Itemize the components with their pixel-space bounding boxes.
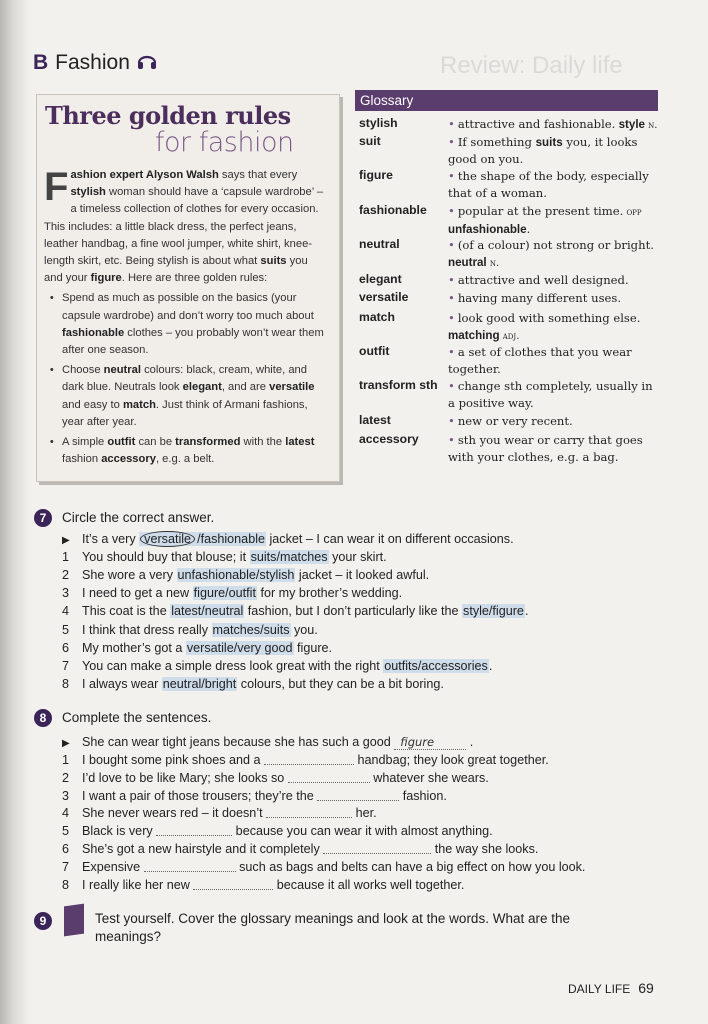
definition-extra: neutral (448, 256, 487, 269)
book-icon (64, 904, 84, 937)
text-run: . Just think of Armani fashions, year after year. (62, 398, 308, 428)
glossary-definition (448, 272, 658, 289)
glossary-definition (448, 237, 658, 272)
answer-blank[interactable] (323, 841, 431, 854)
footer-section: DAILY LIFE (568, 982, 631, 996)
definition-extra: suits (535, 136, 563, 149)
example-answer: figure (394, 735, 466, 750)
definition-extra: opp (623, 207, 642, 218)
text-run: . Here are three golden rules: (121, 272, 268, 285)
text-run: says that every (218, 169, 298, 181)
text-run: with the (240, 436, 286, 449)
text-run: She’s got a new hairstyle and it completely (82, 842, 324, 856)
glossary-word: versatile (359, 290, 409, 304)
book-spine-shadow (0, 0, 30, 1024)
glossary-definition (448, 168, 658, 202)
section-letter: B (33, 51, 49, 74)
text-run: fashion (62, 453, 102, 466)
bold-term: neutral (103, 364, 141, 377)
definition-extra: If something (457, 135, 536, 149)
definition-text: (of a colour) not strong or bright. (457, 238, 654, 252)
text-run: you and your (44, 255, 308, 285)
text-run: I’d love to be like Mary; she looks so (82, 770, 288, 785)
text-run: for my brother’s wedding. (256, 586, 403, 601)
definition-extra: you, it looks good on you. (448, 135, 638, 166)
text-run: I really like her new (82, 877, 194, 892)
answer-blank[interactable] (156, 823, 232, 836)
item-number: ▶ (62, 535, 70, 546)
text-run: colours: black, cream, white, and dark blue. Neutrals look (62, 364, 308, 394)
article-bullet (60, 362, 328, 431)
exercise-8-item (62, 876, 464, 894)
text-run: Expensive (82, 859, 144, 874)
text-run: She can wear tight jeans because she has such a good (82, 735, 395, 749)
text-run: you. (290, 622, 318, 637)
definition-text: sth you wear or carry that goes with your clothes, e.g. a bag. (448, 433, 643, 464)
bold-term: suits (260, 255, 287, 268)
text-run: handbag; they look great together. (354, 753, 549, 767)
text-run: I need to get a new (82, 586, 193, 601)
item-number: 1 (62, 550, 70, 565)
answer-options: suits/matches (250, 550, 328, 565)
item-number: 6 (62, 842, 70, 856)
glossary-definition (448, 344, 658, 378)
text-run: your skirt. (328, 550, 387, 565)
answer-options (139, 532, 196, 546)
answer-options: /fashionable (197, 532, 265, 546)
item-number: 1 (62, 753, 70, 767)
glossary-word: fashionable (359, 203, 427, 217)
text-run: You should buy that blouse; it (82, 550, 250, 565)
exercise-8-item (62, 804, 377, 822)
text-run: jacket – it looked awful. (295, 568, 430, 583)
glossary-word: transform sth (359, 378, 438, 392)
text-run: A simple (62, 436, 108, 449)
text-run: I think that dress really (82, 622, 212, 637)
answer-blank[interactable] (288, 770, 370, 783)
glossary-word: suit (359, 134, 381, 148)
glossary-definition (448, 116, 658, 134)
glossary-word: latest (359, 413, 391, 427)
glossary-definition (448, 413, 658, 430)
article-body (44, 167, 328, 471)
exercise-8-number: 8 (34, 709, 52, 727)
page-footer (568, 980, 654, 996)
definition-text: attractive and well designed. (457, 273, 629, 287)
text-run: colours, but they can be a bit boring. (237, 676, 444, 691)
text-run: You can make a simple dress look great with the right (82, 658, 384, 673)
text-run: can be (135, 436, 176, 449)
text-run: I bought some pink shoes and a (82, 753, 265, 767)
definition-extra: n. (645, 120, 658, 131)
exercise-8-item (62, 751, 549, 769)
exercise-7-item (62, 602, 528, 620)
text-run: clothes – you probably won’t wear them after one season. (62, 326, 324, 357)
bullet-dot: • (448, 204, 455, 218)
definition-text: look good with something else. (457, 311, 641, 325)
answer-options: latest/neutral (171, 604, 244, 619)
article-bullet (60, 434, 328, 468)
glossary-word: accessory (359, 432, 419, 446)
definition-extra: style (615, 118, 645, 131)
exercise-7-item (62, 548, 387, 566)
bullet-dot: • (448, 345, 455, 359)
text-run: It’s a very (82, 532, 140, 546)
bullet-dot: • (448, 433, 455, 447)
exercise-8-example (62, 733, 473, 751)
text-run: jacket – I can wear it on different occasions. (266, 532, 514, 546)
article-subtitle: for fashion (155, 127, 294, 158)
glossary-word: figure (359, 168, 393, 182)
glossary-word: neutral (359, 237, 400, 251)
item-number: 7 (62, 859, 70, 874)
text-run: . (524, 604, 529, 619)
item-number: 2 (62, 770, 70, 785)
exercise-8-item (62, 858, 585, 876)
item-number: 3 (62, 788, 70, 803)
bold-term: ashion expert Alyson Walsh (70, 169, 219, 181)
article-bullet (60, 290, 328, 359)
definition-extra: adj. (499, 331, 520, 342)
dropcap: F (44, 165, 69, 209)
bold-term: elegant (182, 381, 222, 394)
text-run: She wore a very (82, 568, 177, 583)
definition-extra: . (526, 222, 531, 236)
item-number: 7 (62, 658, 70, 673)
exercise-7-item (62, 530, 514, 548)
glossary-word: outfit (359, 344, 390, 358)
exercise-7-title: Circle the correct answer. (62, 510, 215, 525)
text-run: She never wears red – it doesn’t (82, 806, 267, 821)
exercise-7-item (62, 675, 444, 693)
answer-options: versatile/very good (186, 640, 293, 655)
item-number: 5 (62, 622, 70, 637)
answer-blank[interactable] (264, 752, 354, 765)
text-run: I want a pair of those trousers; they’re the (82, 788, 318, 803)
glossary-definition (448, 378, 658, 412)
glossary-word: stylish (359, 116, 398, 130)
bold-term: versatile (269, 381, 315, 394)
article-title: Three golden rules (45, 101, 291, 130)
text-run: . (488, 658, 493, 673)
item-number: 6 (62, 640, 70, 655)
glossary-definition (448, 310, 658, 345)
bold-term: figure (90, 272, 122, 285)
bullet-dot: • (448, 273, 455, 287)
text-run: I always wear (82, 676, 162, 691)
exercise-7-item (62, 657, 492, 675)
text-run: figure. (293, 640, 333, 655)
bold-term: match (122, 398, 156, 411)
exercise-9-text: Test yourself. Cover the glossary meanings and look at the words. What are the meanings? (95, 911, 570, 944)
answer-blank[interactable] (193, 877, 273, 890)
text-run: Black is very (82, 824, 157, 839)
headphones-icon (136, 50, 158, 76)
definition-extra: matching (448, 329, 500, 342)
text-run: because you can wear it with almost anything. (232, 824, 493, 839)
exercise-8-item (62, 769, 489, 787)
definition-text: the shape of the body, especially that of a woman. (448, 169, 649, 200)
item-number: 4 (62, 604, 70, 619)
bold-term: transformed (175, 436, 241, 449)
definition-text: new or very recent. (457, 414, 573, 428)
bullet-dot: • (448, 135, 455, 149)
article-bullets (44, 290, 328, 468)
text-run: whatever she wears. (369, 770, 489, 785)
answer-options: figure/outfit (193, 586, 256, 601)
page-number: 69 (638, 980, 654, 996)
text-run: because it all works well together. (273, 877, 465, 892)
text-run: This coat is the (82, 604, 171, 619)
exercise-7-item (62, 566, 429, 584)
text-run: the way she looks. (431, 842, 539, 856)
definition-extra: n. (486, 258, 500, 269)
ghost-heading: Review: Daily life (440, 52, 623, 79)
text-run: My mother’s got a (82, 640, 186, 655)
definition-text: popular at the present time. (457, 204, 624, 218)
answer-blank[interactable] (144, 859, 236, 872)
bullet-dot: • (448, 379, 455, 393)
item-number: 3 (62, 586, 70, 601)
item-number: 8 (62, 676, 70, 691)
glossary-header: Glossary (355, 90, 658, 111)
exercise-8-title: Complete the sentences. (62, 710, 212, 725)
bold-term: outfit (107, 436, 136, 449)
bullet-dot: • (448, 311, 455, 325)
glossary-definition (448, 290, 658, 307)
section-header (33, 50, 158, 76)
text-run: fashion. (399, 788, 447, 803)
exercise-9-number: 9 (34, 912, 52, 930)
bold-term: accessory (101, 453, 156, 466)
bullet-dot: • (448, 291, 455, 305)
answer-blank[interactable] (266, 805, 352, 818)
item-number: 2 (62, 568, 70, 583)
exercise-7-item (62, 621, 318, 639)
section-title: Fashion (55, 51, 130, 74)
text-run: woman should have a ‘capsule wardrobe’ – a timeless collection of clothes for every occasion. This includes: a little black dress, the perfect jeans, leather handbag, a fine wool jumper, white shirt, knee-length skirt, etc. Being stylish is about what (44, 186, 324, 268)
bullet-dot: • (448, 117, 455, 131)
text-run: and easy to (62, 398, 123, 411)
exercise-8-item (62, 822, 493, 840)
glossary-definition (448, 432, 658, 466)
glossary-word: elegant (359, 272, 402, 286)
text-run: , e.g. a belt. (155, 453, 215, 466)
answer-options: neutral/bright (162, 676, 237, 691)
definition-text: a set of clothes that you wear together. (448, 345, 632, 376)
bold-term: latest (285, 436, 315, 449)
text-run: Choose (62, 364, 104, 377)
article-box (36, 94, 340, 482)
definition-text: change sth completely, usually in a positive way. (448, 379, 653, 410)
glossary-definition (448, 134, 658, 168)
text-run: Spend as much as possible on the basics (your capsule wardrobe) and don’t worry too much about (62, 292, 314, 322)
text-run: . (466, 735, 474, 749)
item-number: 5 (62, 824, 70, 839)
bullet-dot: • (448, 414, 455, 428)
exercise-7-item (62, 639, 332, 657)
exercise-8-item (62, 840, 538, 858)
bullet-dot: • (448, 169, 455, 183)
answer-options: style/figure (463, 604, 524, 619)
bold-term: stylish (70, 186, 106, 199)
text-run: , and are (221, 381, 270, 394)
glossary-definition (448, 203, 658, 238)
answer-options: unfashionable/stylish (177, 568, 295, 583)
text-run: her. (352, 806, 377, 821)
text-run: fashion, but I don’t particularly like the (244, 604, 463, 619)
glossary-word: match (359, 310, 395, 324)
definition-text: having many different uses. (457, 291, 622, 305)
item-number: 4 (62, 806, 70, 821)
article-intro (44, 167, 328, 287)
answer-blank[interactable] (317, 788, 399, 801)
circled-answer: versatile (140, 531, 195, 547)
bold-term: fashionable (62, 326, 125, 339)
definition-text: attractive and fashionable. (457, 117, 616, 131)
exercise-8-item (62, 787, 447, 805)
text-run: such as bags and belts can have a big effect on how you look. (235, 859, 586, 874)
answer-options: matches/suits (212, 622, 290, 637)
exercise-7-item (62, 584, 402, 602)
definition-extra: unfashionable (448, 223, 527, 236)
bullet-dot: • (448, 238, 455, 252)
item-number: ▶ (62, 738, 70, 749)
item-number: 8 (62, 877, 70, 892)
answer-options: outfits/accessories (384, 658, 488, 673)
exercise-7-number: 7 (34, 509, 52, 527)
